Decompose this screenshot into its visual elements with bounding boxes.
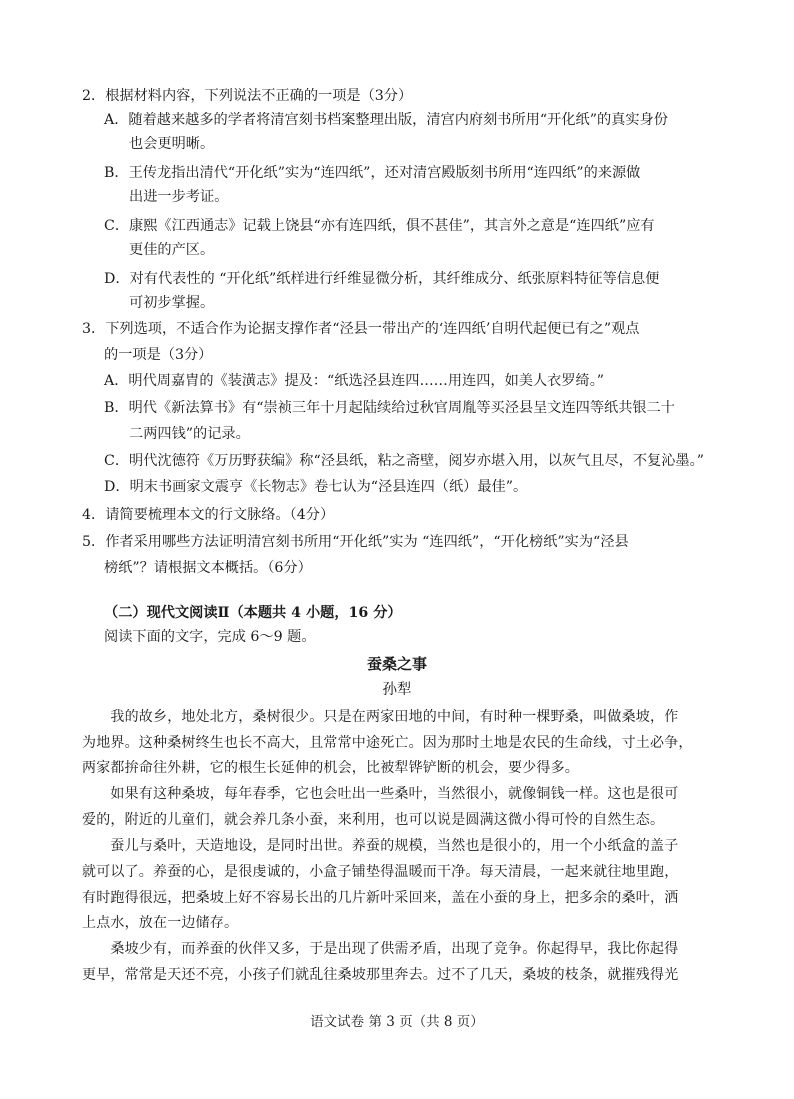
article-line: 我的故乡，地处北方，桑树很少。只是在两家田地的中间，有时种一棵野桑，叫做桑坡，作: [82, 709, 679, 725]
article-line: 如果有这种桑坡，每年春季，它也会吐出一些桑叶，当然很小，就像铜钱一样。这也是很可: [82, 786, 679, 802]
question-2-option-b-continued: 出进一步考证。: [129, 189, 229, 205]
question-4: 4．请简要梳理本文的行文脉络。（4分）: [82, 507, 335, 523]
question-3-option-a: A．明代周嘉胄的《装潢志》提及：“纸选泾县连四……用连四，如美人衣罗绮。”: [104, 373, 605, 389]
article-line: 就可以了。养蚕的心，是很虔诚的，小盒子铺垫得温暖而干净。每天清晨，一起来就往地里跑，: [82, 864, 679, 880]
article-line: 蚕儿与桑叶，天造地设，是同时出世。养蚕的规模，当然也是很小的，用一个小纸盒的盖子: [82, 838, 679, 854]
article-line: 两家都拚命往外耕，它的根生长延伸的机会，比被犁铧铲断的机会，要少得多。: [82, 760, 579, 776]
page-footer: 语文试卷 第 3 页（共 8 页）: [310, 1014, 484, 1030]
question-2-option-b: B．王传龙指出清代“开化纸”实为“连四纸”，还对清宫殿版刻书所用“连四纸”的来源做: [104, 165, 641, 181]
article-author: 孙犁: [382, 682, 412, 698]
question-5: 5．作者采用哪些方法证明清宫刻书所用“开化纸”实为 “连四纸”，“开化榜纸”实为“泾县: [82, 534, 629, 550]
article-title: 蚕桑之事: [366, 655, 427, 673]
question-3-option-b-continued: 二两四钱”的记录。: [129, 426, 250, 442]
section-heading: （二）现代文阅读Ⅱ（本题共 4 小题，16 分）: [104, 605, 402, 621]
question-2-option-d: D．对有代表性的 “开化纸”纸样进行纤维显微分析，其纤维成分、纸张原料特征等信息便: [104, 271, 660, 287]
article-line: 上点水，放在一边储存。: [82, 915, 239, 931]
question-3-stem: 3．下列选项，不适合作为论据支撑作者“泾县一带出产的‘连四纸’自明代起便已有之”观点: [82, 321, 640, 337]
question-3-option-d: D．明末书画家文震亨《长物志》卷七认为“泾县连四（纸）最佳”。: [104, 479, 528, 495]
question-2-option-c-continued: 更佳的产区。: [129, 242, 215, 258]
question-2-option-d-continued: 可初步掌握。: [129, 295, 215, 311]
question-3-stem-continued: 的一项是（3分）: [104, 347, 213, 363]
question-3-option-c: C．明代沈德符《万历野获编》称“泾县纸，粘之斋壁，阅岁亦堪入用，以灰气且尽，不复沁墨。”: [104, 453, 704, 469]
article-line: 更早，常常是天还不亮，小孩子们就乱往桑坡那里奔去。过不了几天，桑坡的枝条，就摧残得光: [82, 967, 679, 983]
article-line: 为地界。这种桑树终生也长不高大，且常常中途死亡。因为那时土地是农民的生命线，寸土必争，: [82, 735, 693, 751]
question-2-option-a-continued: 也会更明晰。: [129, 136, 215, 152]
question-2-option-c: C．康熙《江西通志》记载上饶县“亦有连四纸，俱不甚佳”，其言外之意是“连四纸”应有: [104, 218, 655, 234]
question-3-option-b: B．明代《新法算书》有“崇祯三年十月起陆续给过秋官周胤等买泾县呈文连四等纸共银二十: [104, 400, 675, 416]
article-line: 桑坡少有，而养蚕的伙伴又多，于是出现了供需矛盾，出现了竞争。你起得早，我比你起得: [82, 941, 679, 957]
question-5-continued: 榜纸”？请根据文本概括。（6分）: [104, 560, 312, 576]
question-2-option-a: A．随着越来越多的学者将清宫刻书档案整理出版，清宫内府刻书所用“开化纸”的真实身份: [104, 112, 668, 128]
article-line: 爱的，附近的儿童们，就会养几条小蚕，来利用，也可以说是圆满这微小得可怜的自然生态。: [82, 812, 665, 828]
section-instruction: 阅读下面的文字，完成 6～9 题。: [104, 629, 316, 645]
question-2-stem: 2．根据材料内容，下列说法不正确的一项是（3分）: [82, 88, 413, 104]
article-line: 有时跑得很远，把桑坡上好不容易长出的几片新叶采回来，盖在小蚕的身上，把多余的桑叶，洒: [82, 890, 679, 906]
